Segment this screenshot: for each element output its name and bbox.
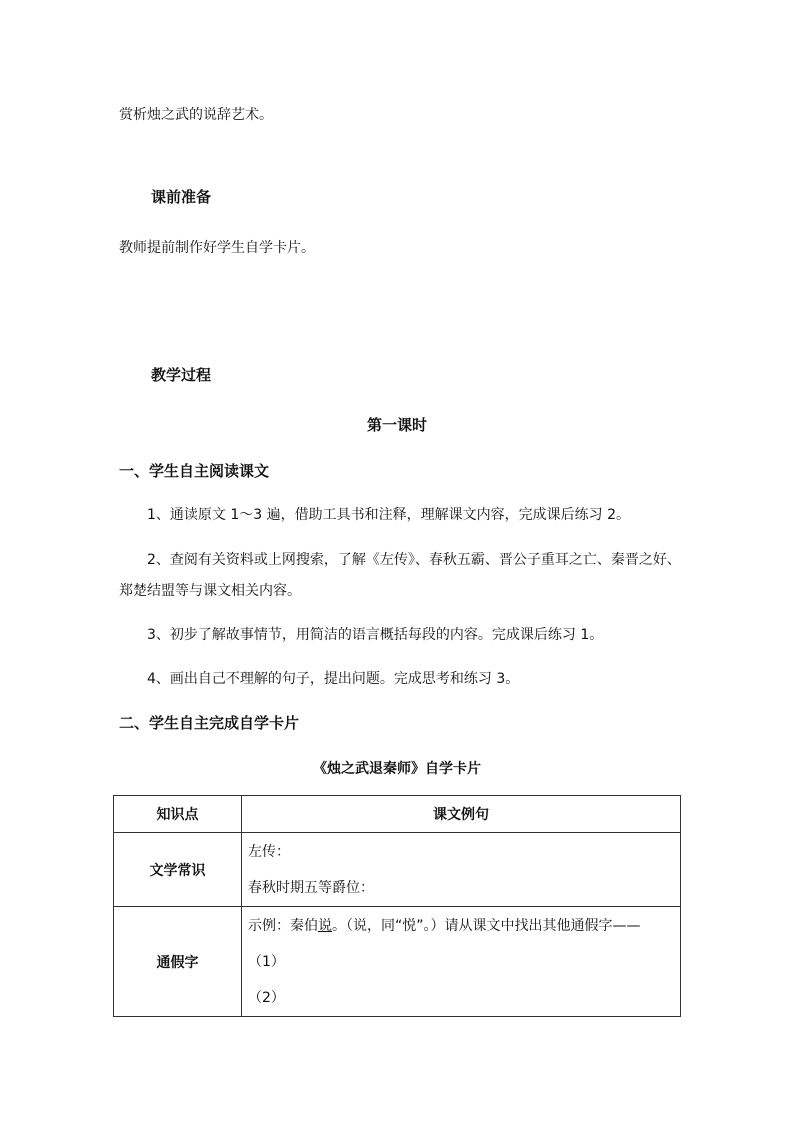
cell-line-example [248,908,674,944]
section1-item: 1、通读原文 1～3 遍，借助工具书和注释，理解课文内容，完成课后练习 2。 [147,507,630,523]
prep-heading: 课前准备 [151,188,212,206]
section1-item: 3、初步了解故事情节，用简洁的语言概括每段的内容。完成课后练习 1。 [147,627,604,643]
table-row [114,907,681,1017]
process-heading: 教学过程 [151,366,212,384]
row-content-literary-knowledge [242,833,681,907]
cell-line: （2） [248,989,285,1006]
section1-item: 4、画出自己不理解的句子，提出问题。完成思考和练习 3。 [147,671,520,687]
card-title: 《烛之武退秦师》自学卡片 [313,761,481,777]
cell-line: 春秋时期五等爵位： [248,879,374,896]
section1-item: 郑楚结盟等与课文相关内容。 [119,583,301,599]
example-prefix: 示例：秦伯 [248,917,318,934]
cell-line: （1） [248,953,285,970]
header-knowledge-point: 知识点 [114,796,242,833]
cell-line: 左传： [248,843,290,860]
prep-text: 教师提前制作好学生自学卡片。 [119,240,315,256]
section1-heading: 一、学生自主阅读课文 [119,462,270,480]
intro-line: 赏析烛之武的说辞艺术。 [119,107,273,123]
row-content-tongjiazi [242,907,681,1017]
lesson-title: 第一课时 [366,416,427,434]
section2-heading: 二、学生自主完成自学卡片 [119,714,300,732]
example-suffix: 。（说，同“悦”。）请从课文中找出其他通假字—— [332,917,641,934]
table-row [114,833,681,907]
header-example-sentences: 课文例句 [242,796,681,833]
table-header-row [114,796,681,833]
section1-item: 2、查阅有关资料或上网搜索，了解《左传》、春秋五霸、晋公子重耳之亡、秦晋之好、 [147,552,681,568]
self-study-card-table [113,795,681,1017]
row-label-tongjiazi: 通假字 [114,907,242,1017]
example-word: 说 [318,917,332,934]
row-label-literary-knowledge: 文学常识 [114,833,242,907]
